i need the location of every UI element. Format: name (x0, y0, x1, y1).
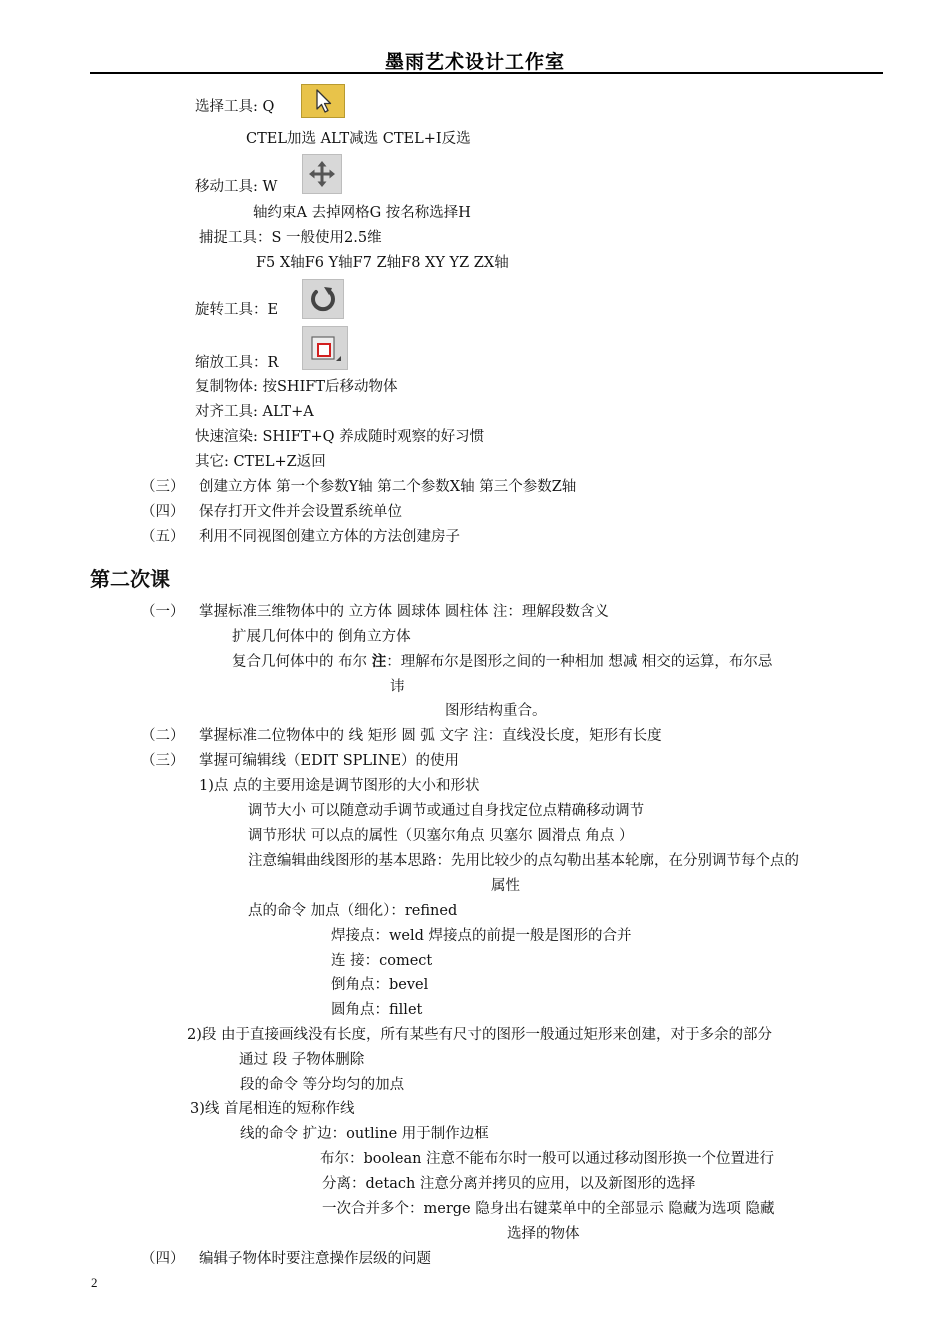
boolean-note-end: 图形结构重合。 (445, 703, 547, 719)
move-options-line: 轴约束A 去掉网格G 按名称选择H (253, 205, 471, 221)
compound-geometry-label: 复合几何体中的 布尔 (232, 654, 372, 670)
point-heading: 1)点 点的主要用途是调节图形的大小和形状 (199, 778, 480, 794)
fillet-line: 圆角点：fillet (331, 1002, 423, 1018)
copy-object-line: 复制物体: 按SHIFT后移动物体 (195, 379, 398, 395)
page-header-title: 墨雨艺术设计工作室 (384, 51, 565, 73)
connect-line: 连 接：comect (331, 953, 433, 969)
segment-commands-line: 段的命令 等分均匀的加点 (240, 1077, 405, 1093)
rotate-tool-line: 旋转工具：E (195, 302, 279, 318)
axis-keys-line: F5 X轴F6 Y轴F7 Z轴F8 XY YZ ZX轴 (256, 255, 509, 271)
quick-render-line: 快速渲染: SHIFT+Q 养成随时观察的好习惯 (195, 429, 485, 445)
item-4-text: 保存打开文件并会设置系统单位 (199, 504, 402, 520)
scale-icon (302, 326, 348, 370)
boolean-note: ：理解布尔是图形之间的一种相加 想减 相交的运算，布尔忌 (386, 654, 773, 670)
item-5-number: （五） (141, 529, 185, 545)
s2-item-3-number: （三） (141, 753, 185, 769)
line-commands-line: 线的命令 扩边：outline 用于制作边框 (240, 1126, 489, 1142)
section-2-heading: 第二次课 (90, 567, 170, 591)
note-label: 注 (371, 653, 387, 670)
item-3-text: 创建立方体 第一个参数Y轴 第二个参数X轴 第三个参数Z轴 (199, 479, 577, 495)
select-tool-line: 选择工具: Q (195, 99, 275, 115)
item-3-number: （三） (141, 479, 185, 495)
adjust-size-line: 调节大小 可以随意动手调节或通过自身找定位点精确移动调节 (248, 803, 645, 819)
detach-line: 分离：detach 注意分离并拷贝的应用，以及新图形的选择 (322, 1176, 696, 1192)
align-tool-line: 对齐工具: ALT+A (195, 404, 314, 420)
segment-heading: 2)段 由于直接画线没有长度，所有某些有尺寸的图形一般通过矩形来创建，对于多余的部分 (187, 1027, 772, 1043)
edit-curve-note-end: 属性 (491, 878, 520, 894)
select-arrow-icon (301, 84, 345, 118)
s2-item-1-text: 掌握标准三维物体中的 立方体 圆球体 圆柱体 注：理解段数含义 (199, 604, 609, 620)
snap-tool-line: 捕捉工具：S 一般使用2.5维 (199, 230, 382, 246)
item-4-number: （四） (141, 504, 185, 520)
adjust-shape-line: 调节形状 可以点的属性（贝塞尔角点 贝塞尔 圆滑点 角点 ） (248, 828, 634, 844)
s2-item-3-text: 掌握可编辑线（EDIT SPLINE）的使用 (199, 753, 460, 769)
header-rule (90, 72, 883, 74)
rotate-icon (302, 279, 344, 319)
select-modifiers-line: CTEL加选 ALT减选 CTEL+I反选 (246, 131, 471, 147)
compound-geometry-line (232, 652, 772, 672)
edit-curve-note: 注意编辑曲线图形的基本思路：先用比较少的点勾勒出基本轮廓，在分别调节每个点的 (248, 853, 799, 869)
extended-geometry-line: 扩展几何体中的 倒角立方体 (232, 629, 411, 645)
s2-item-2-text: 掌握标准二位物体中的 线 矩形 圆 弧 文字 注：直线没长度，矩形有长度 (199, 728, 662, 744)
s2-item-4-text: 编辑子物体时要注意操作层级的问题 (199, 1251, 431, 1267)
s2-item-2-number: （二） (141, 728, 185, 744)
weld-line: 焊接点：weld 焊接点的前提一般是图形的合并 (331, 928, 632, 944)
merge-line-wrap: 选择的物体 (507, 1226, 580, 1242)
point-commands-line: 点的命令 加点（细化）：refined (248, 903, 458, 919)
boolean-line: 布尔：boolean 注意不能布尔时一般可以通过移动图形换一个位置进行 (320, 1151, 775, 1167)
line-heading: 3)线 首尾相连的短称作线 (190, 1101, 355, 1117)
boolean-note-wrap: 讳 (390, 679, 405, 695)
item-5-text: 利用不同视图创建立方体的方法创建房子 (199, 529, 460, 545)
s2-item-4-number: （四） (141, 1251, 185, 1267)
merge-line: 一次合并多个：merge 隐身出右键菜单中的全部显示 隐藏为选项 隐藏 (322, 1201, 775, 1217)
move-arrows-icon (302, 154, 342, 194)
segment-heading-wrap: 通过 段 子物体删除 (239, 1052, 365, 1068)
page-number: 2 (91, 1275, 98, 1290)
scale-tool-line: 缩放工具：R (195, 355, 279, 371)
bevel-line: 倒角点：bevel (331, 977, 429, 993)
s2-item-1-number: （一） (141, 604, 185, 620)
other-line: 其它: CTEL+Z返回 (195, 454, 326, 470)
move-tool-line: 移动工具: W (195, 179, 278, 195)
